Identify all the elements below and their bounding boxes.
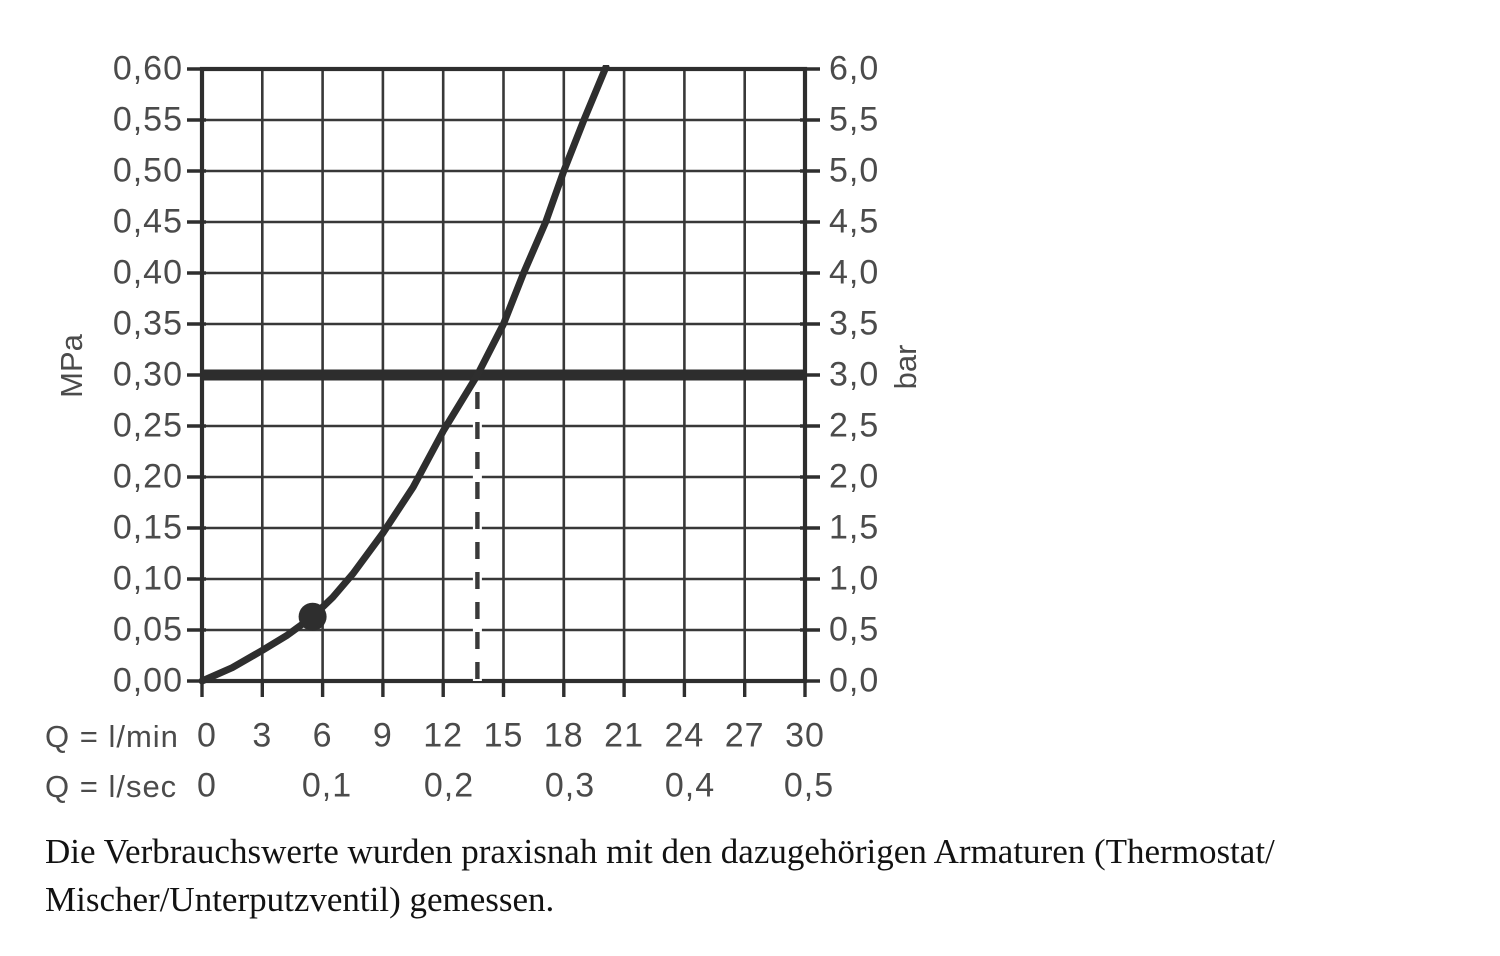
caption-text [45,828,1425,924]
x-tick-lmin: 0 [197,716,217,755]
x-tick-lsec: 0,5 [783,766,835,805]
y-left-tick: 0,45 [112,202,183,241]
y-right-axis-label: bar [888,344,923,390]
y-left-tick: 0,40 [112,253,183,292]
x-tick-lsec: 0,2 [423,766,475,805]
y-right-tick: 0,5 [829,610,880,649]
y-left-tick: 0,10 [112,559,183,598]
y-right-tick: 1,5 [829,508,880,547]
x-tick-lmin: 30 [785,716,825,755]
x-tick-lmin: 21 [604,716,645,755]
y-right-tick: 3,5 [829,304,880,343]
y-left-tick: 0,55 [112,100,183,139]
y-left-tick: 0,20 [112,457,183,496]
x-tick-lsec: 0 [197,766,217,805]
x-tick-lmin: 3 [252,716,273,755]
y-right-tick: 5,5 [829,100,880,139]
y-left-tick: 0,00 [112,661,183,700]
y-left-tick: 0,60 [112,49,183,88]
caption-line-1: Die Verbrauchswerte wurden praxisnah mit den dazugehörigen Armaturen (Thermostat/ [45,832,1275,871]
y-right-tick: 4,0 [829,253,880,292]
x-tick-lsec: 0,1 [301,766,353,805]
y-right-tick: 2,0 [829,457,880,496]
x-axis-label-lmin: Q = l/min [45,719,179,754]
x-tick-lmin: 27 [724,716,765,755]
x-tick-lmin: 24 [664,716,705,755]
x-axis-label-lsec: Q = l/sec [45,769,178,804]
y-left-tick: 0,50 [112,151,183,190]
y-right-tick: 0,0 [829,661,880,700]
y-left-tick: 0,05 [112,610,183,649]
caption-line-2: Mischer/Unterputzventil) gemessen. [45,880,555,919]
x-tick-lmin: 15 [483,716,524,755]
y-right-tick: 5,0 [829,151,880,190]
y-right-tick: 6,0 [829,49,880,88]
y-right-tick: 3,0 [829,355,880,394]
x-tick-lsec: 0,3 [544,766,596,805]
y-left-tick: 0,25 [112,406,183,445]
x-tick-lmin: 12 [423,716,464,755]
y-left-tick: 0,15 [112,508,183,547]
y-left-tick: 0,35 [112,304,183,343]
y-right-tick: 2,5 [829,406,880,445]
y-left-axis-label: MPa [54,334,89,398]
y-right-tick: 1,0 [829,559,880,598]
x-tick-lsec: 0,4 [664,766,716,805]
y-right-tick: 4,5 [829,202,880,241]
x-tick-lmin: 6 [312,716,333,755]
y-left-tick: 0,30 [112,355,183,394]
curve-point-marker [299,603,327,631]
x-tick-lmin: 9 [372,716,393,755]
x-tick-lmin: 18 [543,716,584,755]
